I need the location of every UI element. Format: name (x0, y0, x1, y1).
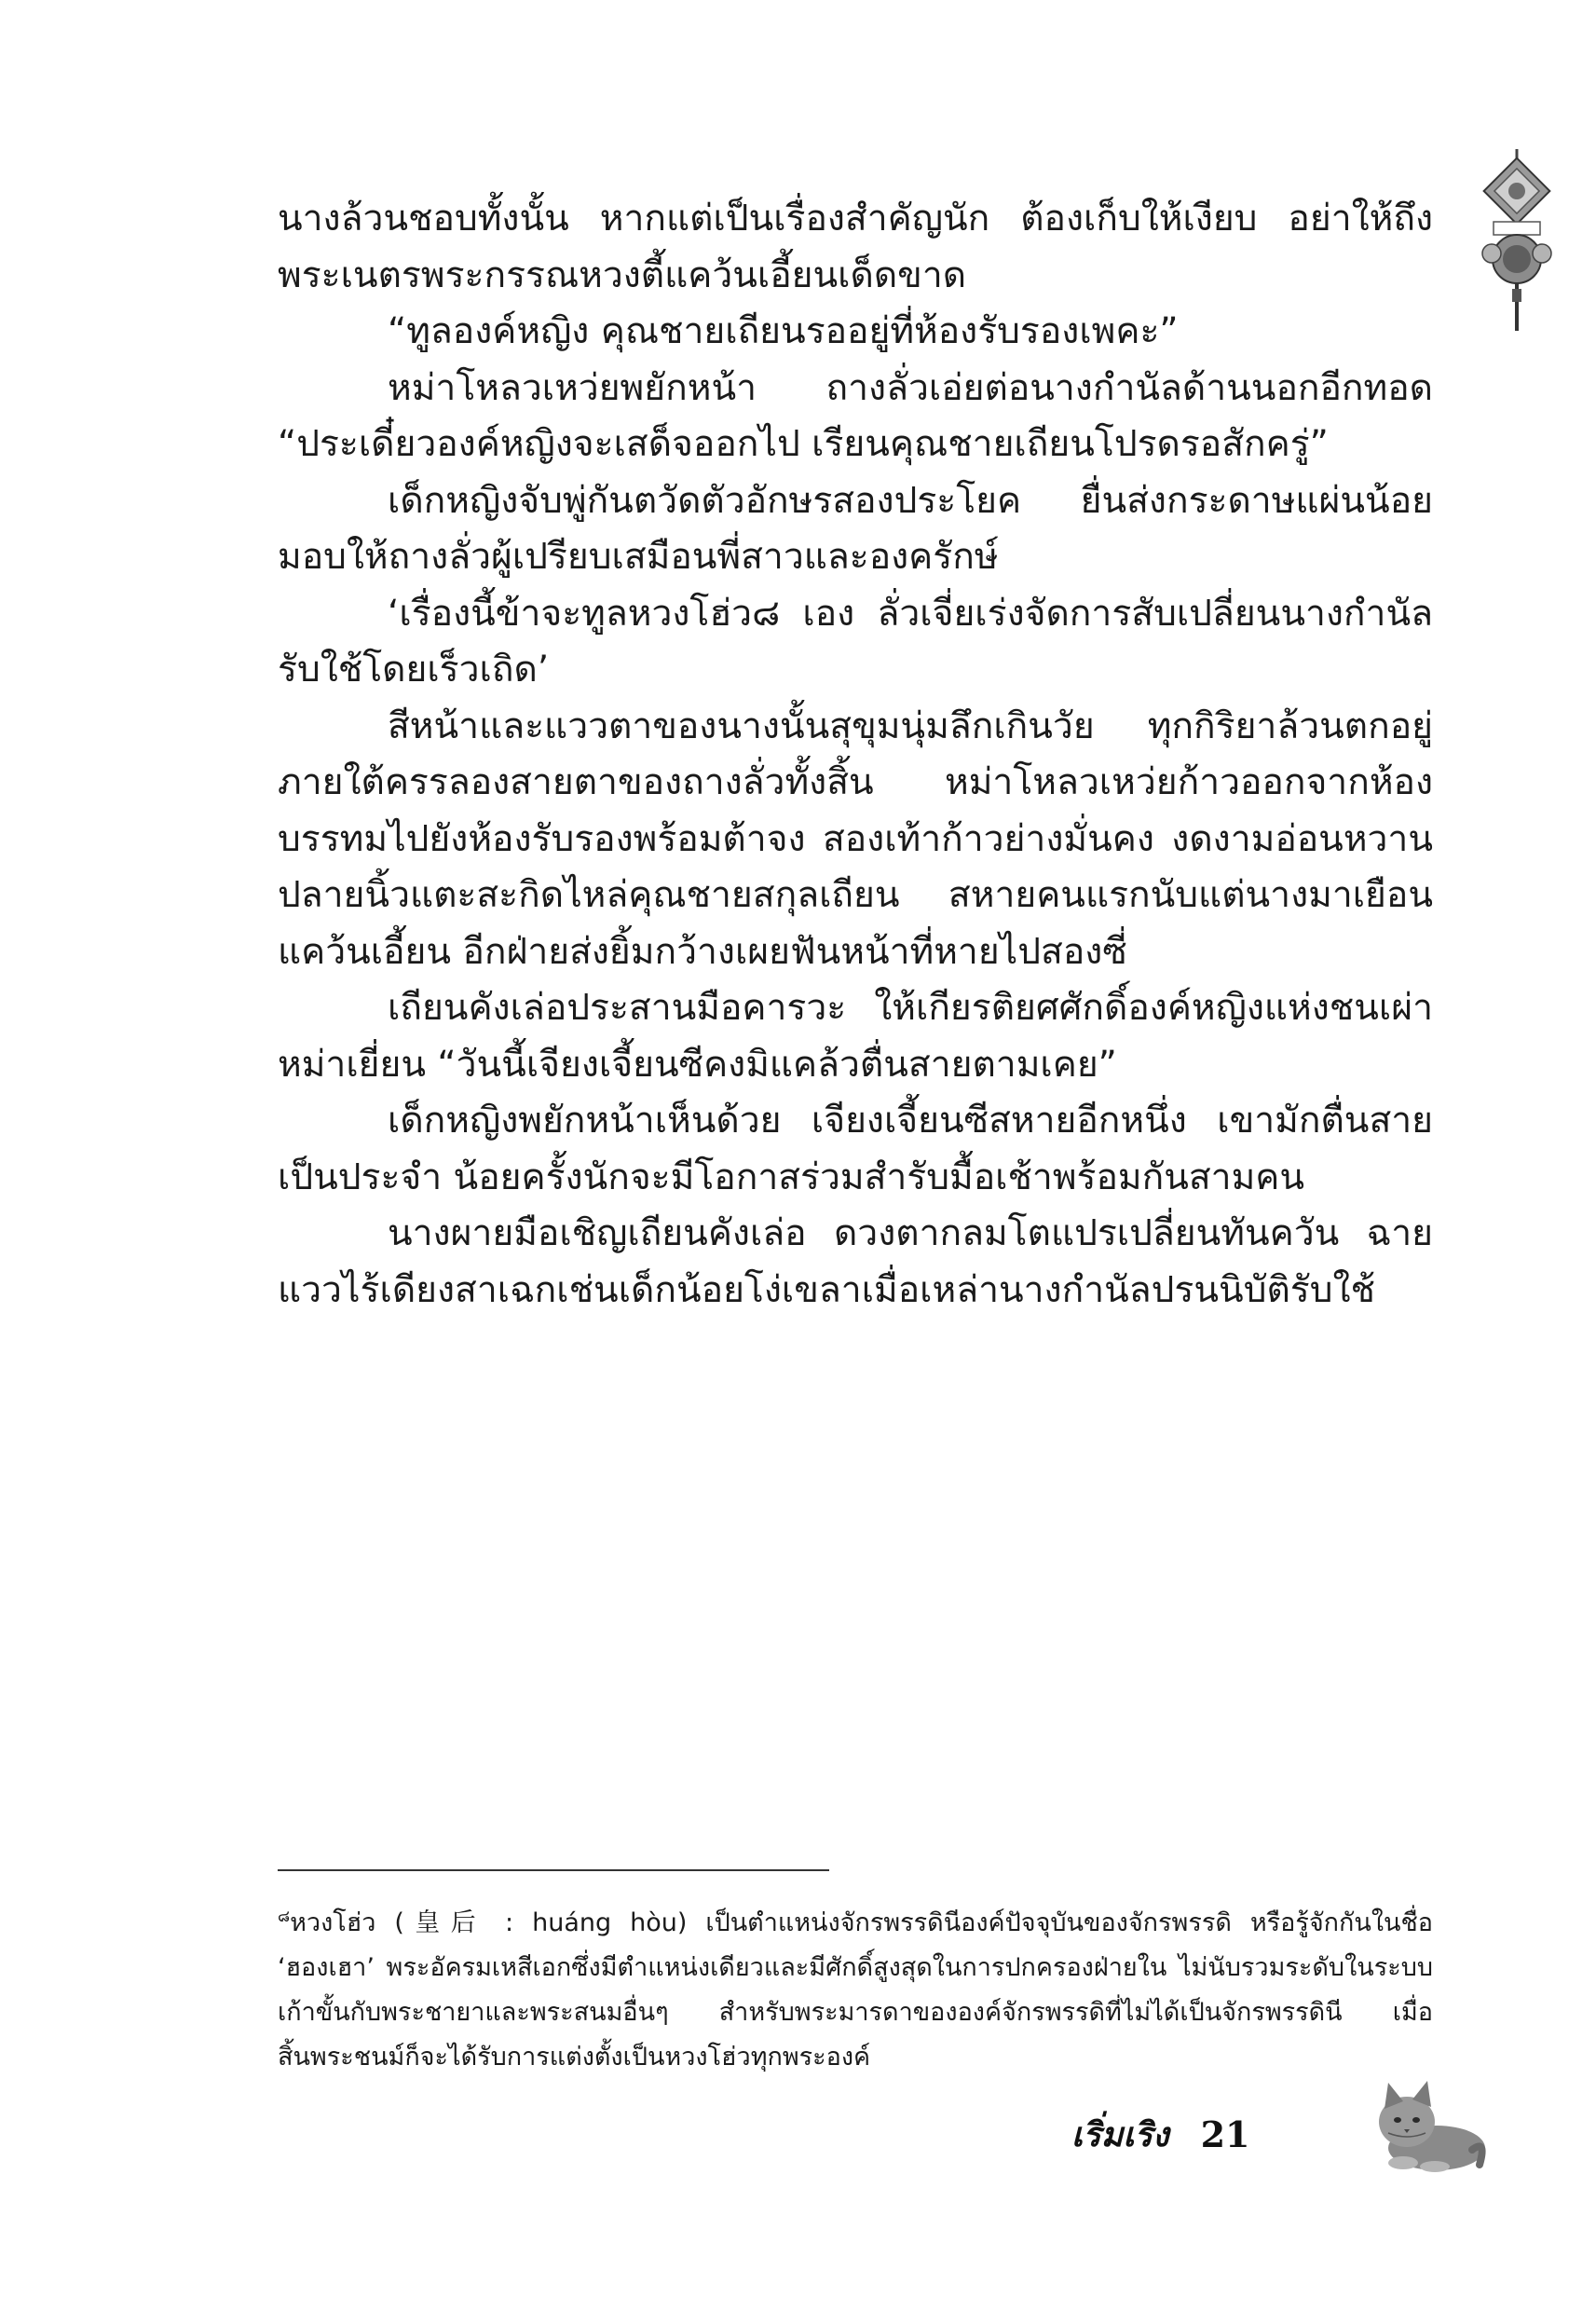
paragraph: เด็กหญิงจับพู่กันตวัดตัวอักษรสองประโยค ยื่นส่งกระดาษแผ่นน้อยมอบให้ถางลั่วผู้เปรียบเสมือนพี่สาวและองครักษ์ (278, 479, 1433, 578)
paragraph: นางผายมือเชิญเถียนคังเล่อ ดวงตากลมโตแปรเปลี่ยนทันควัน ฉายแววไร้เดียงสาเฉกเช่นเด็กน้อยโง่เขลาเมื่อเหล่านางกำนัลปรนนิบัติรับใช้ (278, 1212, 1433, 1311)
footnote-text: หวงโฮ่ว (皇后 : huáng hòu) เป็นตำแหน่งจักรพรรดินีองค์ปัจจุบันของจักรพรรดิ หรือรู้จักกันในชื่อ ‘ฮองเฮา’ พระอัครมเหสีเอกซึ่งมีตำแหน่งเดียวและมีศักดิ์สูงสุดในการปกครองฝ่ายใน ไม่นับรวมระดับในระบบเก้าขั้นกับพระชายาและพระสนมอื่นๆ สำหรับพระมารดาขององค์จักรพรรดิที่ไม่ได้เป็นจักรพรรดินี เมื่อสิ้นพระชนม์ก็จะได้รับการแต่งตั้งเป็นหวงโฮ่วทุกพระองค์ (278, 1908, 1433, 2072)
paragraph: ‘เรื่องนี้ข้าจะทูลหวงโฮ่ว๘ เอง ลั่วเจี่ยเร่งจัดการสับเปลี่ยนนางกำนัลรับใช้โดยเร็วเถิด’ (278, 592, 1433, 691)
cat-icon (1370, 2073, 1491, 2176)
paragraph: นางล้วนชอบทั้งนั้น หากแต่เป็นเรื่องสำคัญนัก ต้องเก็บให้เงียบ อย่าให้ถึงพระเนตรพระกรรณหวงตี้แคว้นเอี้ยนเด็ดขาด (278, 198, 1433, 296)
running-title: เริ่มเริง (1071, 2114, 1169, 2154)
footnote-marker: ๘ (278, 1908, 291, 1926)
footnote-divider (278, 1869, 829, 1871)
body-text (278, 191, 1433, 1319)
paragraph: เถียนคังเล่อประสานมือคารวะ ให้เกียรติยศศักดิ์องค์หญิงแห่งชนเผ่าหม่าเยี่ยน “วันนี้เจียงเจี้ยนซีคงมิแคล้วตื่นสายตามเคย” (278, 987, 1433, 1086)
page-number: 21 (1200, 2113, 1250, 2155)
page-footer (1071, 2097, 1249, 2171)
paragraph: หม่าโหลวเหว่ยพยักหน้า ถางลั่วเอ่ยต่อนางกำนัลด้านนอกอีกทอด “ประเดี๋ยวองค์หญิงจะเสด็จออกไป เรียนคุณชายเถียนโปรดรอสักครู่” (278, 366, 1433, 465)
paragraph: เด็กหญิงพยักหน้าเห็นด้วย เจียงเจี้ยนซีสหายอีกหนึ่ง เขามักตื่นสายเป็นประจำ น้อยครั้งนักจะมีโอกาสร่วมสำรับมื้อเช้าพร้อมกันสามคน (278, 1100, 1433, 1198)
footnote (278, 1901, 1433, 2080)
paragraph: “ทูลองค์หญิง คุณชายเถียนรออยู่ที่ห้องรับรองเพคะ” (388, 310, 1179, 352)
ornament-tassel-icon (1466, 149, 1568, 335)
paragraph: สีหน้าและแววตาของนางนั้นสุขุมนุ่มลึกเกินวัย ทุกกิริยาล้วนตกอยู่ภายใต้ครรลองสายตาของถางลั่วทั้งสิ้น หม่าโหลวเหว่ยก้าวออกจากห้องบรรทมไปยังห้องรับรองพร้อมต้าจง สองเท้าก้าวย่างมั่นคง งดงามอ่อนหวาน ปลายนิ้วแตะสะกิดไหล่คุณชายสกุลเถียน สหายคนแรกนับแต่นางมาเยือนแคว้นเอี้ยน อีกฝ่ายส่งยิ้มกว้างเผยฟันหน้าที่หายไปสองซี่ (278, 704, 1433, 973)
